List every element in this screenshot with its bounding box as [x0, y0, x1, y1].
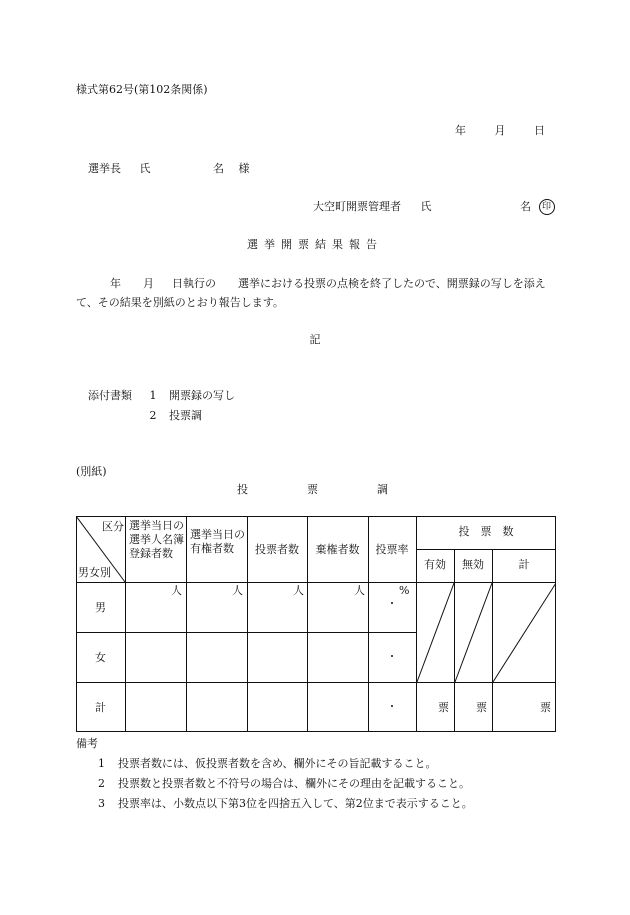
date-year: 年: [455, 124, 466, 137]
rate-dot-male: ・: [386, 597, 398, 610]
unit-person-voters: 人: [293, 584, 304, 597]
form-number: 様式第62号(第102条関係): [76, 83, 208, 96]
addressee-title: 選挙長: [88, 162, 121, 175]
header-registered: 選挙当日の選挙人名簿登録者数: [129, 519, 184, 560]
header-votes: 投 票 数: [458, 525, 514, 538]
unit-vote-valid: 票: [438, 701, 449, 714]
header-valid: 有効: [424, 558, 446, 571]
note-text-3: 投票率は、小数点以下第3位を四捨五入して、第2位まで表示すること。: [118, 797, 473, 810]
header-abstain: 棄権者数: [315, 543, 360, 556]
header-invalid: 無効: [462, 558, 484, 571]
addressee: [88, 160, 250, 176]
row-label-total: 計: [95, 701, 106, 714]
table-title-1: 投: [237, 483, 248, 496]
header-rate: 投票率: [375, 543, 409, 556]
rate-dot-total: ・: [386, 700, 398, 713]
unit-person-registered: 人: [171, 584, 182, 597]
unit-vote-invalid: 票: [476, 701, 487, 714]
addressee-sama: 様: [238, 162, 250, 175]
reporter-mei: 名: [520, 200, 531, 213]
note-item: [76, 754, 473, 774]
body-text-main: 選挙における投票の点検を終了したので、開票録の写しを添えて、その結果を別紙のとおり報告します。: [76, 277, 546, 309]
unit-person-eligible: 人: [232, 584, 243, 597]
body-year: 年: [110, 277, 121, 290]
header-voters: 投票者数: [255, 543, 299, 556]
attachments-label: 添付書類: [88, 389, 132, 402]
attachment-num-1: 1: [149, 389, 157, 402]
note-num-2: 2: [98, 777, 105, 790]
unit-vote-total: 票: [540, 701, 551, 714]
notes-label: 備考: [76, 737, 98, 750]
rate-dot-female: ・: [386, 650, 398, 663]
body-text: [76, 274, 556, 312]
unit-percent: %: [399, 584, 410, 597]
body-month: 月: [143, 277, 154, 290]
note-text-1: 投票者数には、仮投票者数を含め、欄外にその旨記載すること。: [118, 757, 437, 770]
reporter: [313, 198, 555, 215]
attachment-num-2: 2: [149, 409, 157, 422]
unit-person-abstain: 人: [354, 584, 365, 597]
note-num-3: 3: [98, 797, 105, 810]
ki-heading: 記: [309, 333, 321, 346]
betsushi-label: (別紙): [76, 465, 107, 478]
addressee-shi: 氏: [139, 162, 151, 175]
table-title-3: 調: [377, 483, 388, 496]
note-item: [76, 794, 473, 814]
table-title-2: 票: [307, 483, 318, 496]
attachments: [88, 386, 235, 426]
corner-kubun: 区分: [102, 520, 124, 533]
attachment-text-2: 投票調: [169, 409, 202, 422]
vote-table: [76, 516, 556, 732]
row-label-female: 女: [95, 651, 106, 664]
date-day: 日: [534, 124, 545, 137]
reporter-shi: 氏: [420, 200, 432, 213]
seal-icon: 印: [539, 199, 555, 215]
document-title: 選挙開票結果報告: [247, 238, 383, 251]
date-line: [455, 122, 545, 138]
header-eligible: 選挙当日の有権者数: [190, 528, 245, 555]
note-item: [76, 774, 473, 794]
note-text-2: 投票数と投票者数と不符号の場合は、欄外にその理由を記載すること。: [118, 777, 470, 790]
note-num-1: 1: [98, 757, 105, 770]
addressee-mei: 名: [213, 162, 224, 175]
reporter-org: 大空町開票管理者: [313, 200, 401, 213]
header-total: 計: [518, 558, 530, 571]
attachment-text-1: 開票録の写し: [169, 389, 235, 402]
date-month: 月: [494, 124, 506, 137]
corner-gender: 男女別: [78, 566, 111, 579]
row-label-male: 男: [95, 601, 106, 614]
body-day-exec: 日執行の: [172, 277, 216, 290]
notes: [76, 734, 473, 814]
table-title: [237, 481, 447, 497]
